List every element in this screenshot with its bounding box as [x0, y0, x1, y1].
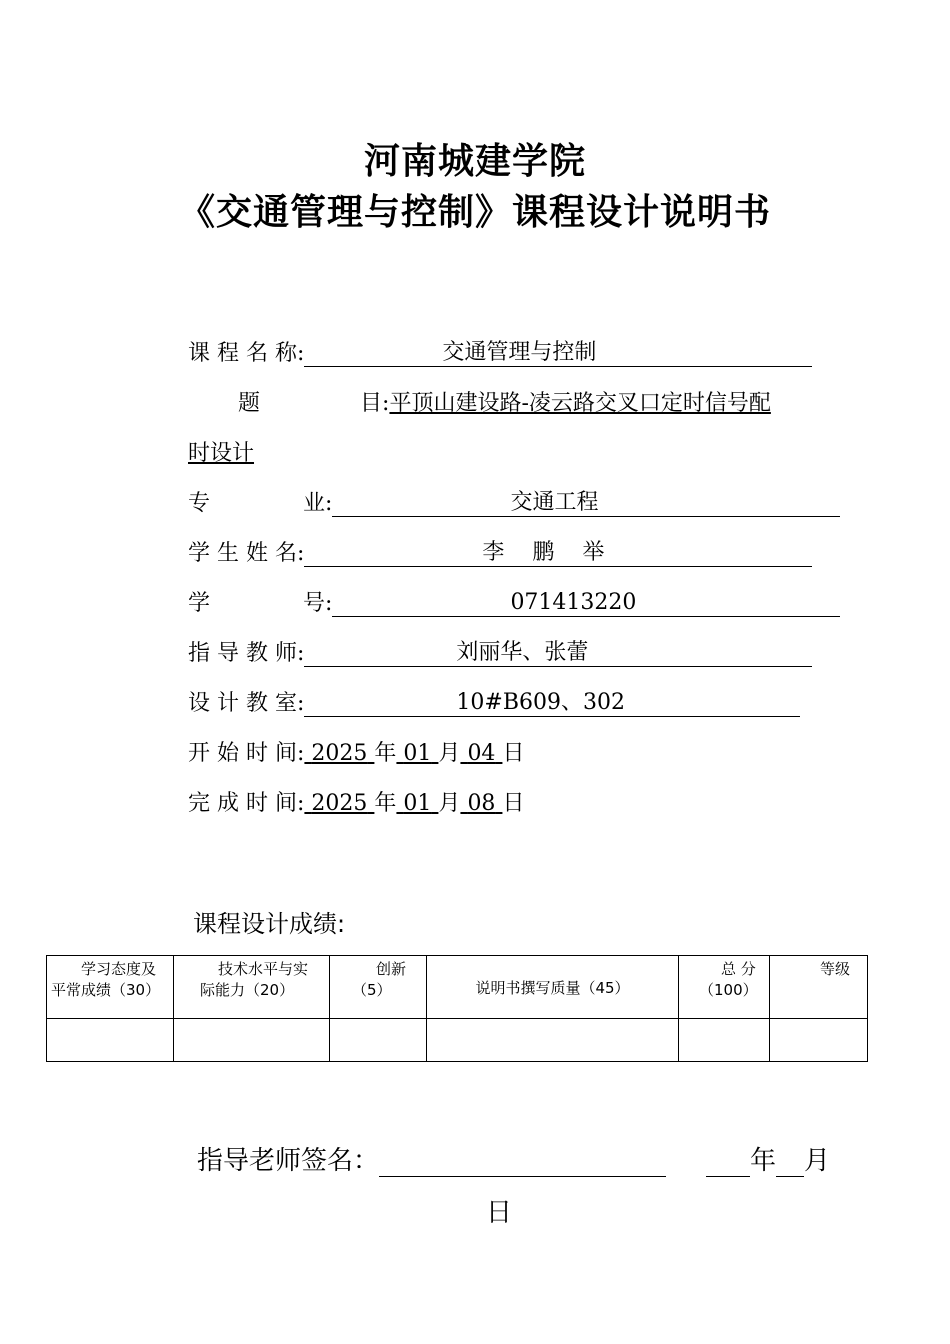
- header-grade: 等级: [770, 956, 868, 1019]
- end-month: 01: [403, 791, 432, 816]
- major-value: 交通工程: [510, 490, 599, 515]
- end-date-row: 完 成 时 间: 2025 年 01 月 08 日: [188, 788, 524, 820]
- student-id-value: 071413220: [510, 590, 637, 615]
- student-id-label-2: 号: [303, 591, 326, 616]
- course-name-value: 交通管理与控制: [442, 340, 597, 365]
- room-label: 设 计 教 室: [188, 691, 297, 716]
- cell-report-quality[interactable]: [427, 1019, 679, 1062]
- teacher-field: [304, 638, 812, 667]
- end-year: 2025: [311, 791, 368, 816]
- room-value: 10#B609、302: [456, 690, 625, 715]
- topic-row-cont: [188, 438, 254, 470]
- cell-innovation[interactable]: [330, 1019, 427, 1062]
- topic-label-2: 目: [360, 391, 383, 416]
- student-row: 学 生 姓 名: 李 鹏 举: [188, 538, 812, 570]
- topic-label-1: 题: [238, 391, 261, 416]
- start-month: 01: [403, 741, 432, 766]
- course-name-row: 课 程 名 称: 交通管理与控制: [188, 338, 812, 370]
- grades-value-row: [47, 1019, 868, 1062]
- teacher-value: 刘丽华、张蕾: [456, 640, 589, 665]
- topic-value-line2: 时设计: [188, 441, 255, 466]
- cell-total[interactable]: [679, 1019, 770, 1062]
- teacher-label: 指 导 教 师: [188, 641, 297, 666]
- student-id-field: [332, 588, 840, 617]
- start-date-row: 开 始 时 间: 2025 年 01 月 04 日: [188, 738, 524, 770]
- major-label-1: 专: [188, 491, 211, 516]
- school-name: 河南城建学院: [363, 141, 586, 182]
- header-report-quality: 说明书撰写质量（45）: [427, 956, 679, 1019]
- student-id-row: 学 号: 071413220: [188, 588, 840, 620]
- grades-label: 课程设计成绩:: [193, 910, 346, 938]
- student-label: 学 生 姓 名: [188, 541, 297, 566]
- grades-table: [46, 955, 868, 1062]
- signature-day: 日: [486, 1198, 513, 1228]
- cell-grade[interactable]: [770, 1019, 868, 1062]
- header-skill: 技术水平与实 际能力（20）: [174, 956, 330, 1019]
- end-label: 完 成 时 间: [188, 791, 297, 816]
- header-total: 总 分 （100）: [679, 956, 770, 1019]
- topic-row: 题 目:平顶山建设路-凌云路交叉口定时信号配: [188, 388, 771, 420]
- end-day: 08: [467, 791, 496, 816]
- major-label-2: 业: [303, 491, 326, 516]
- header-innovation: 创新 （5）: [330, 956, 427, 1019]
- signature-line[interactable]: [379, 1148, 666, 1177]
- room-field: [304, 688, 800, 717]
- document-title: 《交通管理与控制》课程设计说明书: [178, 192, 771, 233]
- student-field: [304, 538, 812, 567]
- start-label: 开 始 时 间: [188, 741, 297, 766]
- cell-skill[interactable]: [174, 1019, 330, 1062]
- major-field: [332, 488, 840, 517]
- signature-year-blank[interactable]: [706, 1148, 750, 1177]
- cell-attitude[interactable]: [47, 1019, 174, 1062]
- signature-month-blank[interactable]: [776, 1148, 804, 1177]
- grades-header-row: [47, 956, 868, 1019]
- signature-row: 指导老师签名： 年 月: [197, 1146, 831, 1176]
- teacher-row: 指 导 教 师: 刘丽华、张蕾: [188, 638, 812, 670]
- topic-value-line1: 平顶山建设路-凌云路交叉口定时信号配: [389, 391, 771, 416]
- course-name-field: [304, 338, 812, 367]
- major-row: 专 业: 交通工程: [188, 488, 840, 520]
- course-name-label: 课 程 名 称: [188, 341, 297, 366]
- room-row: 设 计 教 室: 10#B609、302: [188, 688, 800, 720]
- start-year: 2025: [311, 741, 368, 766]
- signature-label: 指导老师签名：: [197, 1146, 380, 1176]
- header-attitude: 学习态度及 平常成绩（30）: [47, 956, 174, 1019]
- start-day: 04: [467, 741, 496, 766]
- student-value: 李 鹏 举: [482, 540, 605, 565]
- student-id-label-1: 学: [188, 591, 211, 616]
